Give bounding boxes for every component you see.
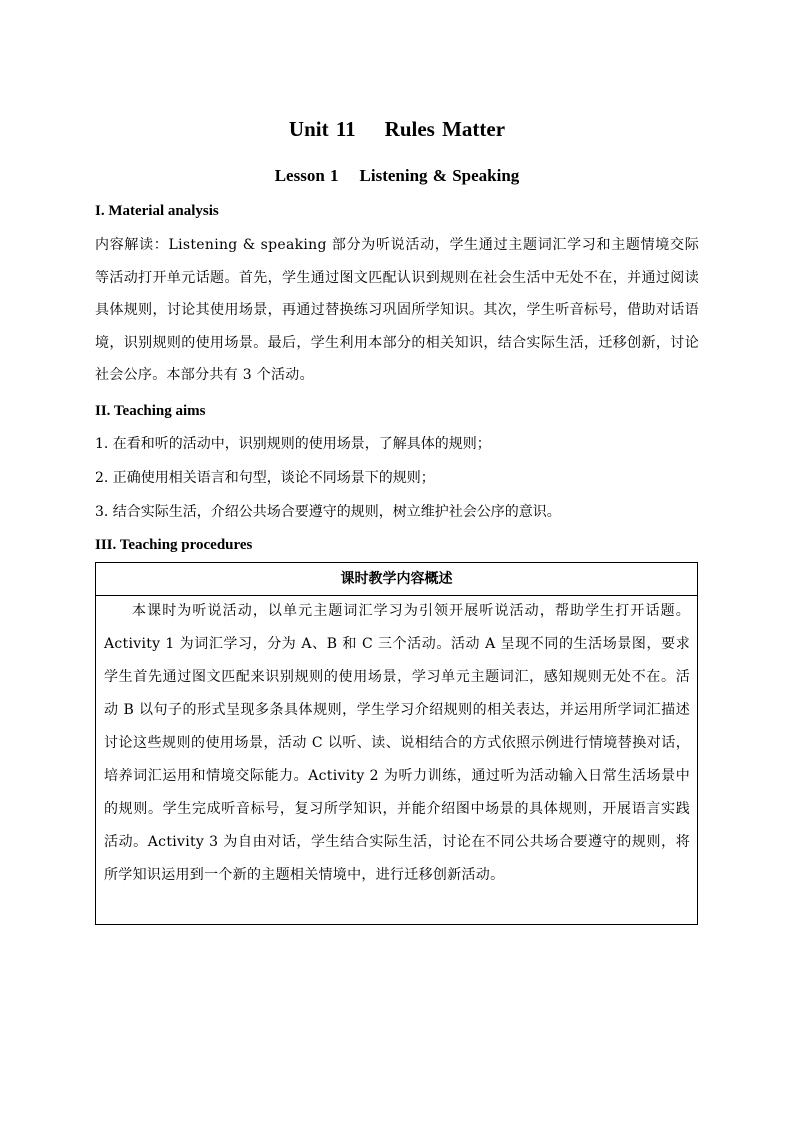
material-analysis-heading: I. Material analysis [95,203,219,219]
procedures-table-header: 课时教学内容概述 [96,563,697,596]
procedures-table [95,562,698,925]
aim-item-3: 3. 结合实际生活，介绍公共场合要遵守的规则，树立维护社会公序的意识。 [95,504,561,520]
material-analysis-paragraph: 内容解读：Listening & speaking 部分为听说活动，学生通过主题词汇学习和主题情境交际等活动打开单元话题。首先，学生通过图文匹配认识到规则在社会生活中无处不在，并通过阅读具体规则，讨论其使用场景，再通过替换练习巩固所学知识。其次，学生听音标号，借助对话语境，识别规则的使用场景。最后，学生利用本部分的相关知识，结合实际生活，迁移创新，讨论社会公序。本部分共有 3 个活动。 [95,237,699,383]
aim-item-2: 2. 正确使用相关语言和句型，谈论不同场景下的规则； [95,470,435,486]
unit-title: Unit 11 Rules Matter [288,117,506,141]
procedures-table-body: 本课时为听说活动，以单元主题词汇学习为引领开展听说活动，帮助学生打开话题。Activity 1 为词汇学习，分为 A、B 和 C 三个活动。活动 A 呈现不同的生活场景图，要求学生首先通过图文匹配来识别规则的使用场景，学习单元主题词汇，感知规则无处不在。活动 B 以句子的形式呈现多条具体规则，学生学习介绍规则的相关表达，并运用所学词汇描述讨论这些规则的使用场景，活动 C 以听、读、说相结合的方式依照示例进行情境替换对话，培养词汇运用和情境交际能力。Activity 2 为听力训练，通过听为活动输入日常生活场景中的规则。学生完成听音标号，复习所学知识，并能介绍图中场景的具体规则，开展语言实践活动。Activity 3 为自由对话，学生结合实际生活，讨论在不同公共场合要遵守的规则，将所学知识运用到一个新的主题相关情境中，进行迁移创新活动。 [104,603,690,883]
lesson-subtitle: Lesson 1 Listening & Speaking [274,166,520,185]
teaching-aims-heading: II. Teaching aims [95,403,206,419]
aim-item-1: 1. 在看和听的活动中，识别规则的使用场景，了解具体的规则； [95,436,491,452]
teaching-procedures-heading: III. Teaching procedures [95,537,253,553]
